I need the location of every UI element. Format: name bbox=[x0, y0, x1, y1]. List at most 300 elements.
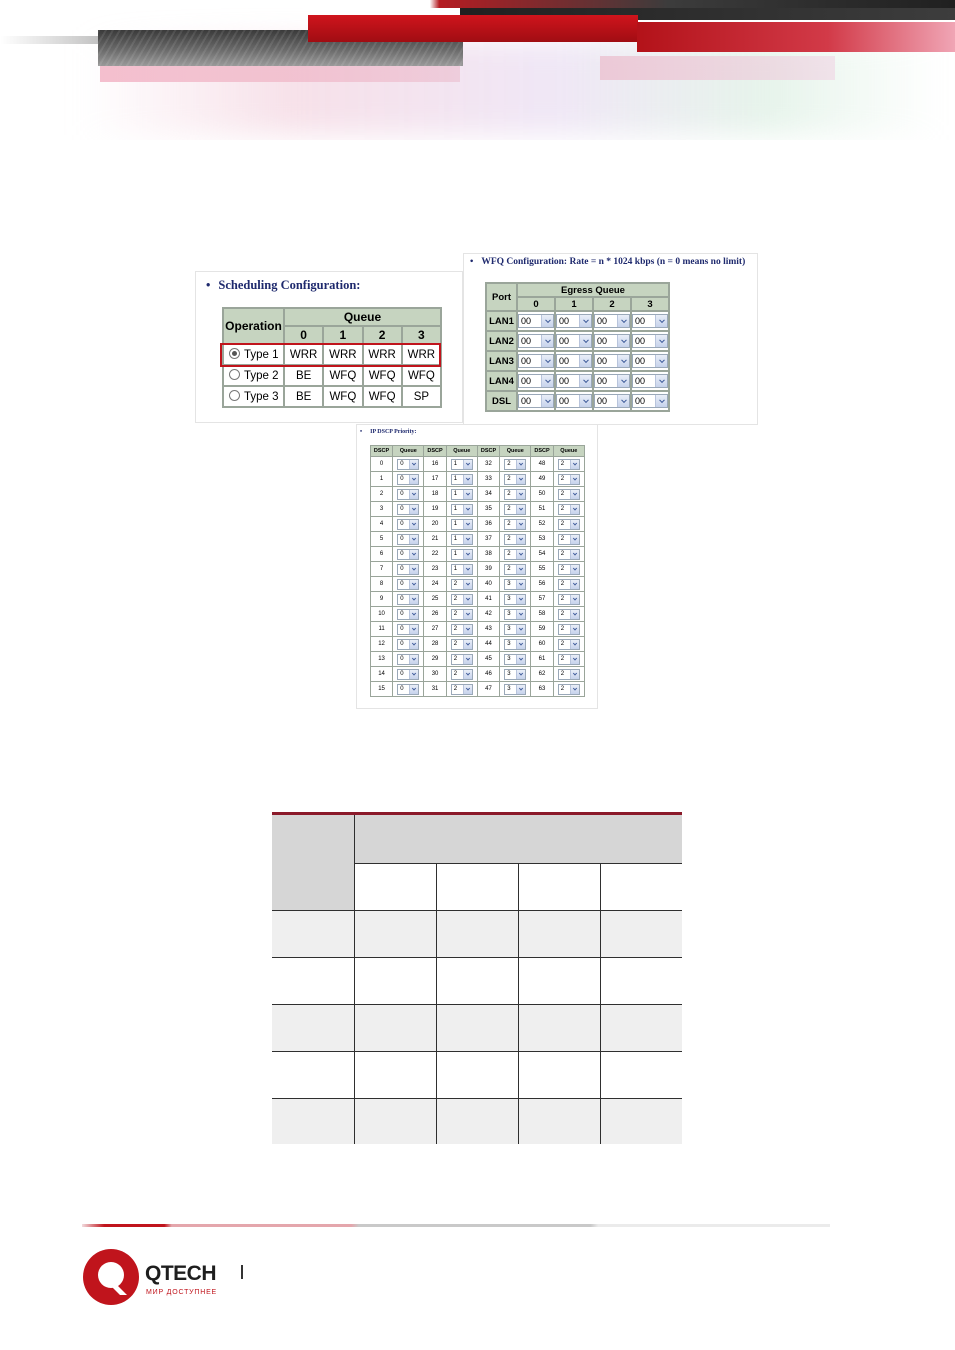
chevron-down-icon bbox=[463, 490, 472, 499]
queue-select[interactable]: 2 bbox=[558, 474, 580, 485]
queue-select[interactable]: 3 bbox=[504, 624, 526, 635]
dscp-value: 35 bbox=[478, 502, 499, 516]
chevron-down-icon bbox=[516, 610, 525, 619]
table-row bbox=[272, 910, 682, 957]
queue-cell bbox=[500, 502, 530, 516]
chevron-down-icon bbox=[541, 335, 553, 347]
dscp-column-header: Queue bbox=[500, 446, 530, 456]
rate-select[interactable]: 00 bbox=[556, 314, 592, 328]
queue-cell bbox=[447, 517, 477, 531]
chevron-down-icon bbox=[409, 460, 418, 469]
rate-select[interactable]: 00 bbox=[556, 394, 592, 408]
chevron-down-icon bbox=[463, 460, 472, 469]
operation-radio[interactable] bbox=[224, 387, 283, 406]
dscp-value: 10 bbox=[371, 607, 392, 621]
table-row bbox=[487, 372, 668, 390]
queue-index-header: 0 bbox=[518, 298, 554, 310]
chevron-down-icon bbox=[409, 670, 418, 679]
queue-select[interactable]: 3 bbox=[504, 639, 526, 650]
wfq-config-panel bbox=[464, 254, 757, 424]
radio-icon[interactable] bbox=[229, 348, 240, 359]
queue-select[interactable]: 0 bbox=[397, 474, 419, 485]
chevron-down-icon bbox=[541, 355, 553, 367]
dscp-value: 34 bbox=[478, 487, 499, 501]
table-row bbox=[371, 562, 584, 576]
queue-cell bbox=[447, 562, 477, 576]
queue-cell bbox=[447, 652, 477, 666]
chevron-down-icon bbox=[617, 375, 629, 387]
dscp-value: 48 bbox=[531, 457, 552, 471]
table-row bbox=[272, 1004, 682, 1051]
dscp-value: 3 bbox=[371, 502, 392, 516]
dscp-value: 56 bbox=[531, 577, 552, 591]
chevron-down-icon bbox=[409, 505, 418, 514]
dscp-column-header: Queue bbox=[554, 446, 584, 456]
queue-cell bbox=[554, 562, 584, 576]
dscp-value: 41 bbox=[478, 592, 499, 606]
scheduling-cell: WFQ bbox=[324, 387, 361, 406]
chevron-down-icon bbox=[617, 315, 629, 327]
chevron-down-icon bbox=[516, 475, 525, 484]
dscp-value: 8 bbox=[371, 577, 392, 591]
queue-select[interactable]: 3 bbox=[504, 669, 526, 680]
queue-select[interactable]: 2 bbox=[504, 519, 526, 530]
table-row bbox=[371, 622, 584, 636]
queue-cell bbox=[393, 682, 423, 696]
chevron-down-icon bbox=[570, 520, 579, 529]
queue-cell bbox=[393, 607, 423, 621]
chevron-down-icon bbox=[570, 565, 579, 574]
queue-cell bbox=[447, 457, 477, 471]
queue-select[interactable]: 2 bbox=[558, 564, 580, 575]
table-row bbox=[224, 387, 440, 406]
dscp-value: 43 bbox=[478, 622, 499, 636]
queue-select[interactable]: 0 bbox=[397, 459, 419, 470]
queue-select[interactable]: 2 bbox=[451, 624, 473, 635]
chevron-down-icon bbox=[409, 520, 418, 529]
dscp-value: 45 bbox=[478, 652, 499, 666]
queue-select[interactable]: 2 bbox=[558, 549, 580, 560]
chevron-down-icon bbox=[409, 610, 418, 619]
table-row bbox=[371, 577, 584, 591]
chevron-down-icon bbox=[463, 640, 472, 649]
queue-select[interactable]: 2 bbox=[504, 564, 526, 575]
queue-index-header: 0 bbox=[285, 327, 322, 343]
dscp-column-header: DSCP bbox=[424, 446, 445, 456]
chevron-down-icon bbox=[579, 375, 591, 387]
queue-select[interactable]: 0 bbox=[397, 549, 419, 560]
rate-select[interactable]: 00 bbox=[518, 394, 554, 408]
queue-cell bbox=[554, 667, 584, 681]
port-label: LAN2 bbox=[487, 332, 516, 350]
wfq-table bbox=[485, 282, 670, 412]
dscp-value: 36 bbox=[478, 517, 499, 531]
dscp-value: 18 bbox=[424, 487, 445, 501]
queue-select[interactable]: 2 bbox=[504, 534, 526, 545]
queue-cell bbox=[554, 487, 584, 501]
chevron-down-icon bbox=[570, 670, 579, 679]
queue-cell bbox=[447, 502, 477, 516]
operation-label: Type 2 bbox=[244, 370, 279, 382]
table-row bbox=[272, 1098, 682, 1144]
table-row bbox=[371, 517, 584, 531]
queue-select[interactable]: 3 bbox=[504, 579, 526, 590]
queue-select[interactable]: 2 bbox=[558, 519, 580, 530]
queue-cell bbox=[554, 607, 584, 621]
egress-queue-header: Egress Queue bbox=[518, 284, 668, 296]
scheduling-cell: BE bbox=[285, 366, 322, 385]
queue-select[interactable]: 3 bbox=[504, 654, 526, 665]
dscp-value: 5 bbox=[371, 532, 392, 546]
chevron-down-icon bbox=[516, 580, 525, 589]
chevron-down-icon bbox=[570, 460, 579, 469]
scheduling-cell: SP bbox=[403, 387, 440, 406]
queue-cell bbox=[500, 487, 530, 501]
dscp-value: 7 bbox=[371, 562, 392, 576]
chevron-down-icon bbox=[570, 490, 579, 499]
queue-select[interactable]: 2 bbox=[504, 459, 526, 470]
queue-select[interactable]: 2 bbox=[558, 534, 580, 545]
queue-select[interactable]: 0 bbox=[397, 534, 419, 545]
dscp-value: 20 bbox=[424, 517, 445, 531]
queue-select[interactable]: 2 bbox=[451, 669, 473, 680]
queue-select[interactable]: 3 bbox=[504, 609, 526, 620]
queue-header: Queue bbox=[285, 309, 440, 325]
logo-subtitle: МИР ДОСТУПНЕЕ bbox=[146, 1289, 218, 1296]
table-row bbox=[371, 472, 584, 486]
dscp-value: 21 bbox=[424, 532, 445, 546]
table-row bbox=[371, 547, 584, 561]
dscp-value: 32 bbox=[478, 457, 499, 471]
dscp-value: 61 bbox=[531, 652, 552, 666]
queue-select[interactable]: 2 bbox=[504, 489, 526, 500]
queue-cell bbox=[393, 532, 423, 546]
queue-cell bbox=[447, 622, 477, 636]
queue-select[interactable]: 2 bbox=[451, 579, 473, 590]
queue-cell bbox=[393, 457, 423, 471]
chevron-down-icon bbox=[463, 625, 472, 634]
queue-select[interactable]: 2 bbox=[504, 504, 526, 515]
dscp-value: 58 bbox=[531, 607, 552, 621]
queue-select[interactable]: 0 bbox=[397, 564, 419, 575]
dscp-value: 37 bbox=[478, 532, 499, 546]
chevron-down-icon bbox=[409, 625, 418, 634]
port-label: LAN3 bbox=[487, 352, 516, 370]
queue-cell bbox=[447, 592, 477, 606]
port-label: DSL bbox=[487, 392, 516, 410]
queue-select[interactable]: 1 bbox=[451, 534, 473, 545]
queue-select[interactable]: 3 bbox=[504, 594, 526, 605]
dscp-column-header: DSCP bbox=[531, 446, 552, 456]
table-row bbox=[224, 366, 440, 385]
chevron-down-icon bbox=[579, 335, 591, 347]
table-row bbox=[224, 345, 440, 364]
radio-icon[interactable] bbox=[229, 390, 240, 401]
dscp-value: 31 bbox=[424, 682, 445, 696]
dscp-value: 6 bbox=[371, 547, 392, 561]
dscp-value: 38 bbox=[478, 547, 499, 561]
dscp-value: 25 bbox=[424, 592, 445, 606]
queue-select[interactable]: 0 bbox=[397, 519, 419, 530]
rate-select[interactable]: 00 bbox=[632, 314, 668, 328]
chevron-down-icon bbox=[516, 655, 525, 664]
chevron-down-icon bbox=[617, 335, 629, 347]
chevron-down-icon bbox=[570, 685, 579, 694]
queue-select[interactable]: 0 bbox=[397, 654, 419, 665]
queue-select[interactable]: 2 bbox=[451, 654, 473, 665]
rate-select[interactable]: 00 bbox=[594, 374, 630, 388]
rate-select[interactable]: 00 bbox=[518, 334, 554, 348]
queue-index-header: 2 bbox=[364, 327, 401, 343]
rate-select[interactable]: 00 bbox=[556, 334, 592, 348]
chevron-down-icon bbox=[617, 395, 629, 407]
rate-select[interactable]: 00 bbox=[594, 394, 630, 408]
dscp-value: 50 bbox=[531, 487, 552, 501]
queue-select[interactable]: 2 bbox=[451, 609, 473, 620]
dscp-table bbox=[370, 445, 585, 697]
table-row bbox=[371, 667, 584, 681]
dscp-value: 28 bbox=[424, 637, 445, 651]
queue-select[interactable]: 2 bbox=[558, 624, 580, 635]
operation-label: Type 1 bbox=[244, 349, 279, 361]
table-row bbox=[371, 592, 584, 606]
chevron-down-icon bbox=[655, 395, 667, 407]
queue-cell bbox=[447, 667, 477, 681]
queue-select[interactable]: 2 bbox=[558, 459, 580, 470]
dscp-column-header: Queue bbox=[393, 446, 423, 456]
radio-icon[interactable] bbox=[229, 369, 240, 380]
queue-index-header: 3 bbox=[403, 327, 440, 343]
dscp-column-header: DSCP bbox=[371, 446, 392, 456]
queue-cell bbox=[554, 577, 584, 591]
dscp-value: 47 bbox=[478, 682, 499, 696]
dscp-value: 33 bbox=[478, 472, 499, 486]
queue-select[interactable]: 1 bbox=[451, 519, 473, 530]
queue-select[interactable]: 0 bbox=[397, 639, 419, 650]
dscp-value: 24 bbox=[424, 577, 445, 591]
chevron-down-icon bbox=[409, 580, 418, 589]
table-row bbox=[371, 487, 584, 501]
queue-select[interactable]: 0 bbox=[397, 624, 419, 635]
chevron-down-icon bbox=[570, 535, 579, 544]
queue-cell bbox=[393, 487, 423, 501]
queue-select[interactable]: 2 bbox=[558, 594, 580, 605]
table-row bbox=[371, 532, 584, 546]
table-row bbox=[371, 502, 584, 516]
dscp-value: 51 bbox=[531, 502, 552, 516]
queue-select[interactable]: 0 bbox=[397, 489, 419, 500]
queue-select[interactable]: 1 bbox=[451, 474, 473, 485]
chevron-down-icon bbox=[516, 670, 525, 679]
chevron-down-icon bbox=[409, 475, 418, 484]
queue-select[interactable]: 2 bbox=[558, 579, 580, 590]
rate-select[interactable]: 00 bbox=[632, 394, 668, 408]
dscp-title: • IP DSCP Priority: bbox=[360, 429, 417, 435]
rate-select[interactable]: 00 bbox=[556, 374, 592, 388]
chevron-down-icon bbox=[409, 685, 418, 694]
queue-select[interactable]: 1 bbox=[451, 549, 473, 560]
queue-select[interactable]: 2 bbox=[558, 654, 580, 665]
table-row bbox=[487, 352, 668, 370]
table-row bbox=[371, 652, 584, 666]
scheduling-cell: WFQ bbox=[324, 366, 361, 385]
queue-cell bbox=[447, 577, 477, 591]
chevron-down-icon bbox=[463, 595, 472, 604]
dscp-value: 63 bbox=[531, 682, 552, 696]
dscp-value: 15 bbox=[371, 682, 392, 696]
rate-select[interactable]: 00 bbox=[594, 354, 630, 368]
queue-select[interactable]: 2 bbox=[558, 639, 580, 650]
queue-cell bbox=[500, 457, 530, 471]
chevron-down-icon bbox=[463, 520, 472, 529]
queue-select[interactable]: 2 bbox=[558, 669, 580, 680]
scheduling-cell: WRR bbox=[324, 345, 361, 364]
queue-select[interactable]: 2 bbox=[558, 684, 580, 695]
queue-select[interactable]: 3 bbox=[504, 684, 526, 695]
table-header-cell bbox=[272, 815, 354, 910]
queue-select[interactable]: 1 bbox=[451, 564, 473, 575]
chevron-down-icon bbox=[516, 490, 525, 499]
chevron-down-icon bbox=[570, 625, 579, 634]
dscp-value: 46 bbox=[478, 667, 499, 681]
queue-cell bbox=[500, 532, 530, 546]
chevron-down-icon bbox=[570, 610, 579, 619]
dscp-value: 40 bbox=[478, 577, 499, 591]
rate-select[interactable]: 00 bbox=[518, 314, 554, 328]
dscp-value: 22 bbox=[424, 547, 445, 561]
chevron-down-icon bbox=[463, 535, 472, 544]
queue-cell bbox=[393, 517, 423, 531]
rate-select[interactable]: 00 bbox=[594, 314, 630, 328]
queue-select[interactable]: 0 bbox=[397, 504, 419, 515]
queue-select[interactable]: 0 bbox=[397, 609, 419, 620]
queue-select[interactable]: 2 bbox=[451, 684, 473, 695]
chevron-down-icon bbox=[409, 550, 418, 559]
operation-label: Type 3 bbox=[244, 391, 279, 403]
rate-select[interactable]: 00 bbox=[632, 354, 668, 368]
table-row bbox=[371, 637, 584, 651]
operation-radio[interactable] bbox=[224, 345, 283, 364]
queue-select[interactable]: 2 bbox=[558, 489, 580, 500]
queue-cell bbox=[554, 637, 584, 651]
dscp-value: 55 bbox=[531, 562, 552, 576]
dscp-value: 9 bbox=[371, 592, 392, 606]
chevron-down-icon bbox=[463, 610, 472, 619]
dscp-value: 57 bbox=[531, 592, 552, 606]
queue-select[interactable]: 0 bbox=[397, 669, 419, 680]
header-banner bbox=[0, 0, 955, 140]
logo-text: QTECH bbox=[145, 1262, 216, 1285]
chevron-down-icon bbox=[516, 640, 525, 649]
chevron-down-icon bbox=[541, 395, 553, 407]
dscp-value: 53 bbox=[531, 532, 552, 546]
queue-select[interactable]: 2 bbox=[558, 504, 580, 515]
queue-cell bbox=[500, 622, 530, 636]
dscp-value: 62 bbox=[531, 667, 552, 681]
dscp-value: 39 bbox=[478, 562, 499, 576]
rate-select[interactable]: 00 bbox=[594, 334, 630, 348]
dscp-value: 23 bbox=[424, 562, 445, 576]
scheduling-table bbox=[222, 307, 442, 408]
dscp-value: 16 bbox=[424, 457, 445, 471]
queue-cell bbox=[554, 547, 584, 561]
chevron-down-icon bbox=[570, 580, 579, 589]
dscp-value: 17 bbox=[424, 472, 445, 486]
operation-header: Operation bbox=[224, 309, 283, 343]
dscp-value: 26 bbox=[424, 607, 445, 621]
queue-cell bbox=[393, 667, 423, 681]
chevron-down-icon bbox=[655, 335, 667, 347]
chevron-down-icon bbox=[463, 505, 472, 514]
queue-cell bbox=[500, 472, 530, 486]
table-row bbox=[487, 332, 668, 350]
chevron-down-icon bbox=[579, 355, 591, 367]
chevron-down-icon bbox=[516, 460, 525, 469]
dscp-value: 60 bbox=[531, 637, 552, 651]
queue-select[interactable]: 2 bbox=[558, 609, 580, 620]
queue-cell bbox=[554, 532, 584, 546]
queue-select[interactable]: 0 bbox=[397, 579, 419, 590]
chevron-down-icon bbox=[655, 315, 667, 327]
queue-select[interactable]: 0 bbox=[397, 594, 419, 605]
queue-select[interactable]: 2 bbox=[451, 594, 473, 605]
rate-select[interactable]: 00 bbox=[632, 374, 668, 388]
rate-select[interactable]: 00 bbox=[556, 354, 592, 368]
chevron-down-icon bbox=[570, 655, 579, 664]
queue-select[interactable]: 1 bbox=[451, 459, 473, 470]
rate-select[interactable]: 00 bbox=[518, 354, 554, 368]
operation-radio[interactable] bbox=[224, 366, 283, 385]
queue-select[interactable]: 0 bbox=[397, 684, 419, 695]
queue-index-header: 3 bbox=[632, 298, 668, 310]
queue-select[interactable]: 1 bbox=[451, 489, 473, 500]
chevron-down-icon bbox=[516, 565, 525, 574]
chevron-down-icon bbox=[463, 685, 472, 694]
queue-cell bbox=[447, 607, 477, 621]
queue-cell bbox=[554, 502, 584, 516]
rate-select[interactable]: 00 bbox=[632, 334, 668, 348]
queue-cell bbox=[393, 652, 423, 666]
chevron-down-icon bbox=[570, 640, 579, 649]
scheduling-cell: WRR bbox=[364, 345, 401, 364]
chevron-down-icon bbox=[570, 595, 579, 604]
queue-select[interactable]: 2 bbox=[504, 474, 526, 485]
table-row bbox=[487, 392, 668, 410]
dscp-value: 30 bbox=[424, 667, 445, 681]
chevron-down-icon bbox=[516, 520, 525, 529]
queue-select[interactable]: 2 bbox=[504, 549, 526, 560]
queue-select[interactable]: 2 bbox=[451, 639, 473, 650]
dscp-value: 1 bbox=[371, 472, 392, 486]
scheduling-cell: WRR bbox=[285, 345, 322, 364]
rate-select[interactable]: 00 bbox=[518, 374, 554, 388]
chevron-down-icon bbox=[516, 625, 525, 634]
queue-cell bbox=[554, 652, 584, 666]
queue-index-header: 1 bbox=[324, 327, 361, 343]
table-row bbox=[371, 457, 584, 471]
dscp-value: 27 bbox=[424, 622, 445, 636]
queue-cell bbox=[447, 682, 477, 696]
queue-select[interactable]: 1 bbox=[451, 504, 473, 515]
chevron-down-icon bbox=[409, 490, 418, 499]
queue-cell bbox=[393, 562, 423, 576]
queue-cell bbox=[393, 502, 423, 516]
scheduling-cell: WFQ bbox=[403, 366, 440, 385]
chevron-down-icon bbox=[541, 375, 553, 387]
dscp-value: 59 bbox=[531, 622, 552, 636]
wfq-title: • WFQ Configuration: Rate = n * 1024 kbps (n = 0 means no limit) bbox=[470, 257, 746, 267]
dscp-value: 12 bbox=[371, 637, 392, 651]
